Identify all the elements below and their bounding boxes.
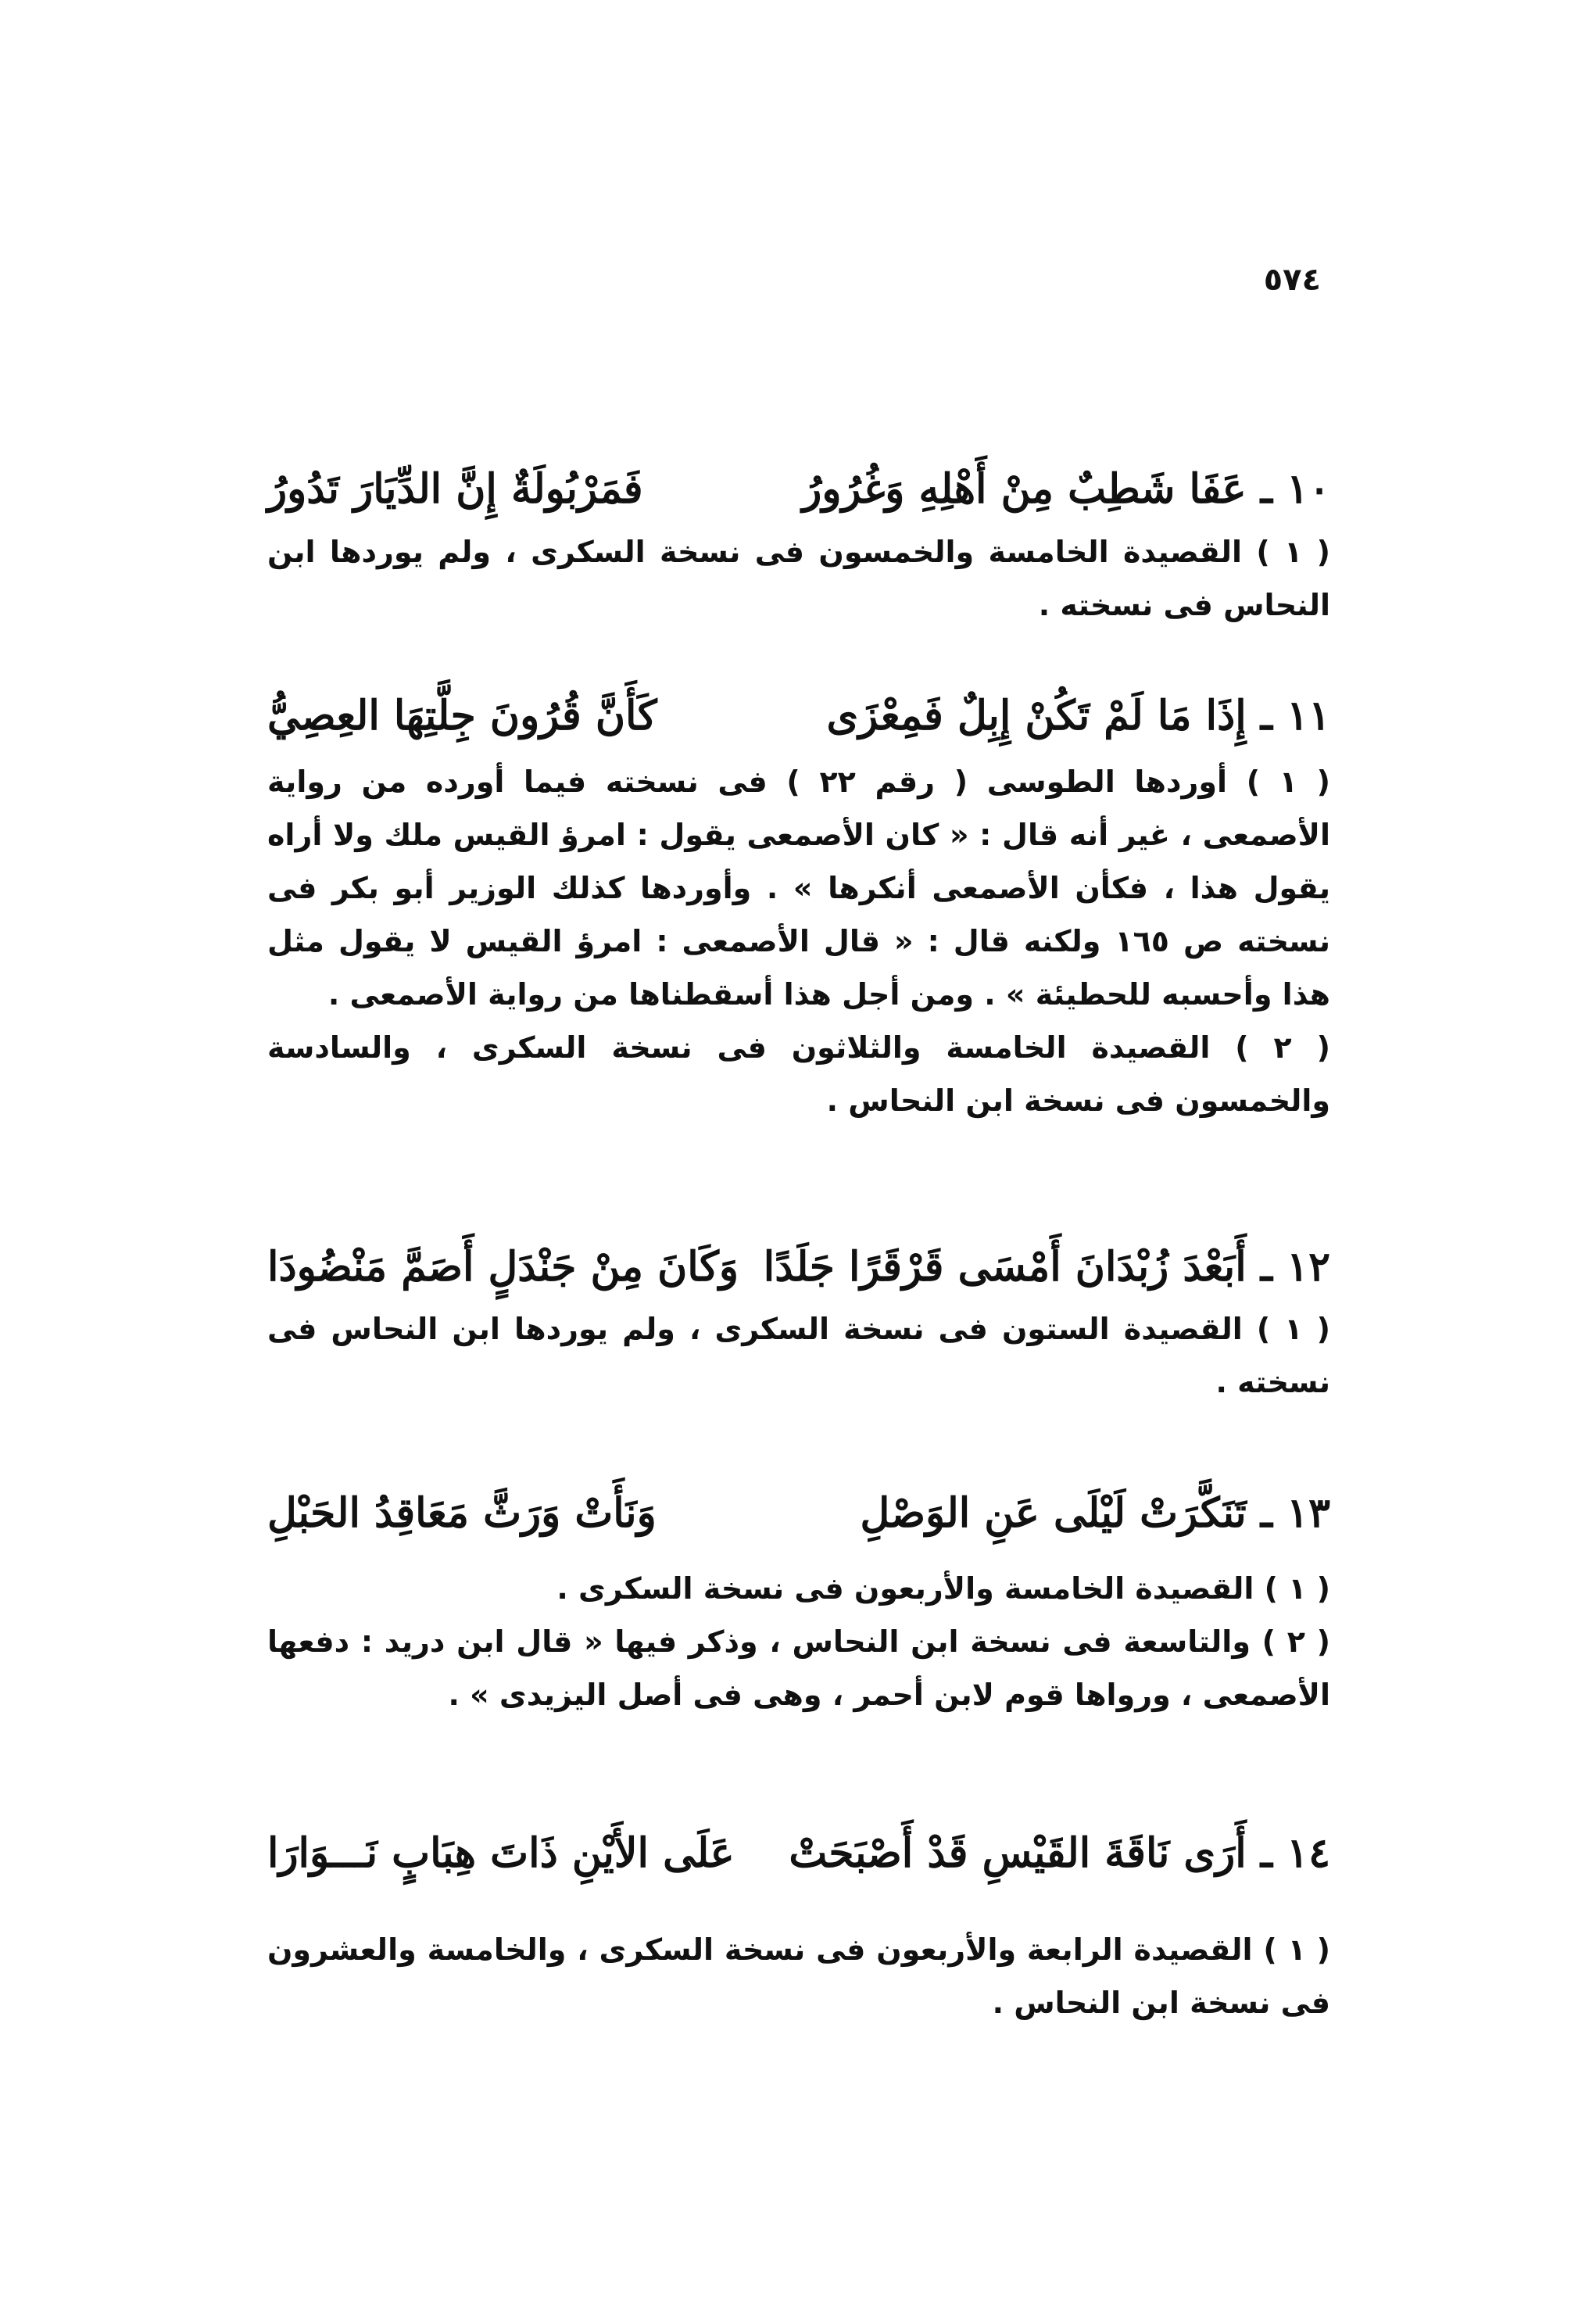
footnotes-verse-13 <box>267 1562 1330 1721</box>
footnote: ( ١ ) القصيدة الخامسة والخمسون فى نسخة السكرى ، ولم يوردها ابن النحاس فى نسخته . <box>267 535 1330 622</box>
footnote: ( ٢ ) القصيدة الخامسة والثلاثون فى نسخة السكرى ، والسادسة والخمسون فى نسخة ابن النحاس . <box>267 1030 1330 1118</box>
footnote: ( ١ ) القصيدة الرابعة والأربعون فى نسخة السكرى ، والخامسة والعشرون فى نسخة ابن النحاس . <box>267 1932 1330 2020</box>
verse-12-second-hemistich: وَكَانَ مِنْ جَنْدَلٍ أَصَمَّ مَنْضُودَا <box>267 1242 739 1291</box>
footnote: ( ٢ ) والتاسعة فى نسخة ابن النحاس ، وذكر فيها « قال ابن دريد : دفعها الأصمعى ، ورواها قوم لابن أحمر ، وهى فى أصل اليزيدى » . <box>267 1624 1330 1712</box>
verse-10-first-hemistich: ١٠ ـ عَفَا شَطِبٌ مِنْ أَهْلِهِ وَغُرُورُ <box>802 464 1330 513</box>
verse-14-first-hemistich: ١٤ ـ أَرَى نَاقَةَ القَيْسِ قَدْ أَصْبَحَتْ <box>789 1828 1330 1877</box>
footnote: ( ١ ) القصيدة الخامسة والأربعون فى نسخة السكرى . <box>556 1571 1330 1606</box>
footnotes-verse-14 <box>267 1923 1330 2029</box>
footnote: ( ١ ) أوردها الطوسى ( رقم ٢٢ ) فى نسخته فيما أورده من رواية الأصمعى ، غير أنه قال : « كان الأصمعى يقول : امرؤ القيس ملك ولا أراه يقول هذا ، فكأن الأصمعى أنكرها » . وأوردها كذلك الوزير أبو بكر فى نسخته ص ١٦٥ ولكنه قال : « قال الأصمعى : امرؤ القيس لا يقول مثل هذا وأحسبه للحطيئة » . ومن أجل هذا أسقطناها من رواية الأصمعى . <box>267 765 1330 1012</box>
verse-13-first-hemistich: ١٣ ـ تَنَكَّرَتْ لَيْلَى عَنِ الوَصْلِ <box>860 1488 1330 1537</box>
verse-13-second-hemistich: وَنَأَتْ وَرَثَّ مَعَاقِدُ الحَبْلِ <box>267 1488 657 1537</box>
verse-11-first-hemistich: ١١ ـ إِذَا مَا لَمْ تَكُنْ إِبِلٌ فَمِعْزَى <box>826 691 1330 740</box>
page-number: ٥٧٤ <box>1263 262 1321 298</box>
footnotes-verse-10 <box>267 525 1330 632</box>
verse-10 <box>267 457 1330 520</box>
verse-10-second-hemistich: فَمَرْبُولَةٌ إِنَّ الدِّيَارَ تَدُورُ <box>267 464 643 513</box>
footnotes-verse-11 <box>267 755 1330 1127</box>
verse-11 <box>267 684 1330 747</box>
verse-13 <box>267 1481 1330 1544</box>
verse-11-second-hemistich: كَأَنَّ قُرُونَ جِلَّتِهَا العِصِيُّ <box>267 691 657 740</box>
verse-14-second-hemistich: عَلَى الأَيْنِ ذَاتَ هِبَابٍ نَـــوَارَا <box>267 1828 735 1877</box>
verse-12 <box>267 1235 1330 1298</box>
footnotes-verse-12 <box>267 1302 1330 1409</box>
verse-14 <box>267 1821 1330 1884</box>
footnote: ( ١ ) القصيدة الستون فى نسخة السكرى ، ولم يوردها ابن النحاس فى نسخته . <box>267 1312 1330 1399</box>
verse-12-first-hemistich: ١٢ ـ أَبَعْدَ زُبْدَانَ أَمْسَى قَرْقَرًا جَلَدًا <box>763 1242 1330 1291</box>
